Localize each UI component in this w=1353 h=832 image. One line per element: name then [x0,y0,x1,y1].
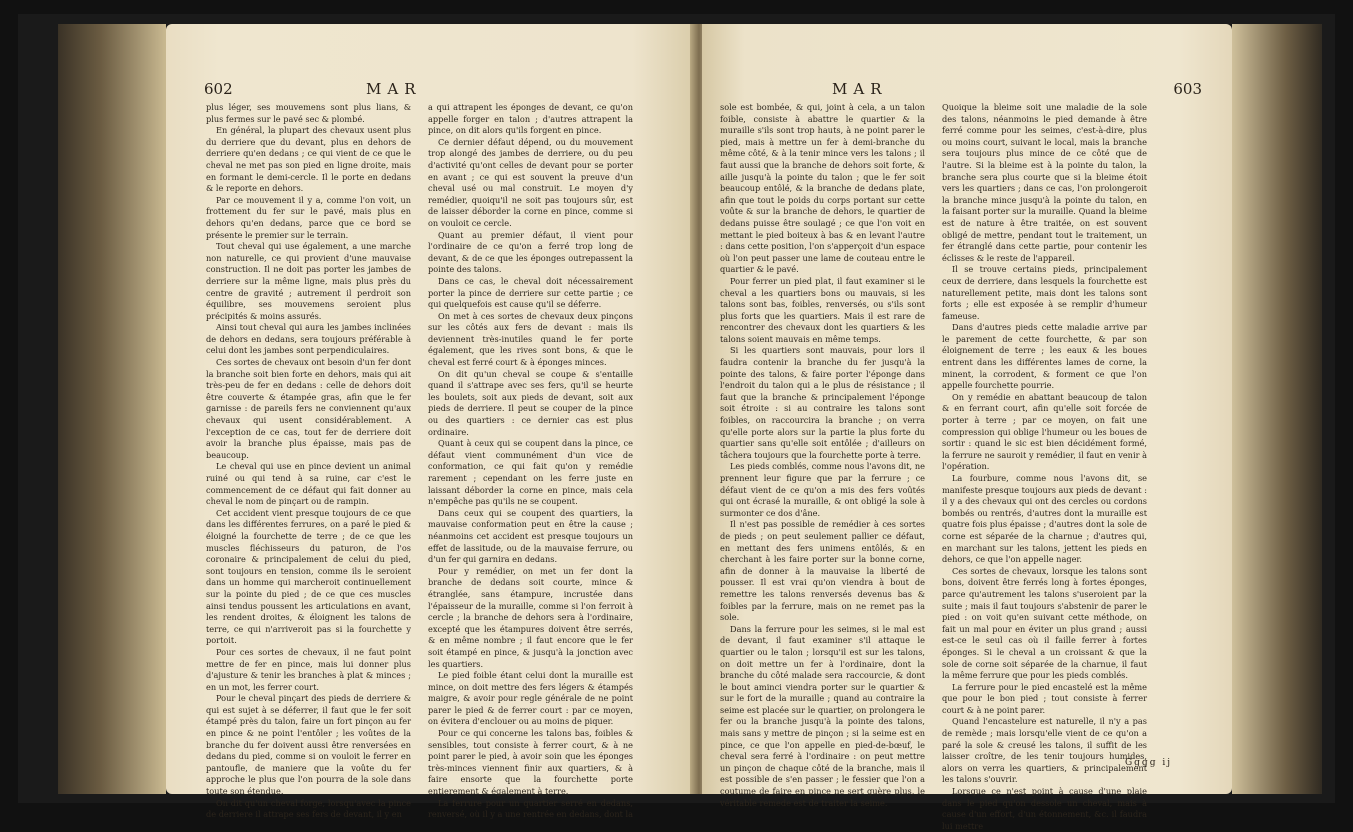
paragraph: Il n'est pas possible de remédier à ces sortes de pieds ; on peut seulement pallier ce défaut, en mettant des fers unimens entôlés, & en cherchant à les faire porter sur la bonne corne, afin de donner à la mauvaise la liberté de pousser. Il est vrai qu'on viendra à bout de remettre les talons renversés devenus bas & foibles par la ferrure, mais on ne remet pas la sole. [720,519,925,623]
paragraph: a qui attrapent les éponges de devant, ce qu'on appelle forger en talon ; d'autres attrapent la pince, on dit alors qu'ils forgent en pince. [428,102,633,136]
paragraph: On met à ces sortes de chevaux deux pinçons sur les côtés aux fers de devant : mais ils deviennent très-inutiles quand le fer porte également, que les rives sont bons, & que le cheval est ferré court & à éponges minces. [428,310,633,368]
paragraph: Quant au premier défaut, il vient pour l'ordinaire de ce qu'on a ferré trop long de devant, & de ce que les éponges outrepassent la pointe des talons. [428,229,633,275]
page-number-left: 602 [204,80,233,98]
running-head-right: MAR [832,80,888,98]
paragraph: Ce dernier défaut dépend, ou du mouvement trop alongé des jambes de derriere, ou du peu d'activité qu'ont celles de devant pour se porter en avant ; ce qui est souvent la preuve d'un cheval usé ou mal construit. Le moyen d'y remédier, quoiqu'il ne soit pas toujours sûr, est de laisser déborder la corne en pince, comme si on vouloit ce cercle. [428,136,633,228]
paragraph: Pour y remédier, on met un fer dont la branche de dedans soit courte, mince & étranglée, sans étampure, incrustée dans l'épaisseur de la muraille, comme si l'on ferroit à cercle ; la branche de dehors sera à l'ordinaire, excepté que les étampures doivent être serrés, & en même nombre ; il faut encore que le fer soit étampé en pince, & jusqu'à la jonction avec les quartiers. [428,565,633,669]
paragraph: Pour ferrer un pied plat, il faut examiner si le cheval a les quartiers bons ou mauvais, si les talons sont bas, foibles, renversés, ou s'ils sont plus forts que les quartiers. Mais il est rare de rencontrer des chevaux dont les quartiers & les talons soient mauvais en même temps. [720,275,925,344]
left-column-1 [206,102,411,820]
paragraph: Ainsi tout cheval qui aura les jambes inclinées de dehors en dedans, sera toujours préférable à celui dont les jambes sont perpendiculaires. [206,322,411,356]
paragraph: Cet accident vient presque toujours de ce que dans les différentes ferrures, on a paré le pied & éloigné la fourchette de terre ; de ce que les muscles fléchisseurs du paturon, de l'os coronaire & principalement de celui du pied, sont toujours en tension, comme ils le seroient dans un homme qui marcheroit continuellement sur la pointe du pied ; de ce que ces muscles ainsi tendus poussent les articulations en avant, les rendent droites, & éloignent les talons de terre, ce qui n'arriveroit pas si la fourchette y portoit. [206,507,411,646]
paragraph: Dans la ferrure pour les seimes, si le mal est de devant, il faut examiner s'il attaque le quartier ou le talon ; lorsqu'il est sur les talons, on doit mettre un fer à l'ordinaire, dont la branche du côté malade sera raccourcie, & dont le bout aminci viendra porter sur le quartier & sur le fort de la muraille ; quand au contraire la seime est placée sur le quartier, on prolongera le fer ou la branche jusqu'à la pointe des talons, mais sans y mettre de pinçon ; si la seime est en pince, ce que l'on appelle en pied-de-bœuf, le cheval sera ferré à l'ordinaire : on peut mettre un pinçon de chaque côté de la branche, mais il est possible de s'en passer ; le fessier que l'on a coutume de faire en pince ne sert guère plus, le véritable remede est de traiter la seime. [720,623,925,808]
paragraph: Pour ce qui concerne les talons bas, foibles & sensibles, tout consiste à ferrer court, & à ne point parer le pied, à avoir soin que les éponges très-minces viennent finir aux quartiers, & à faire ensorte que la fourchette porte entierement & également à terre. [428,728,633,797]
paragraph: On dit qu'un cheval forge, lorsqu'avec la pince de derriere il attrape ses fers de devant, il y en [206,797,411,820]
paragraph: Le cheval qui use en pince devient un animal ruiné ou qui tend à sa ruine, car c'est le commencement de ce défaut qui fait donner au cheval le nom de pinçart ou de rampin. [206,461,411,507]
paragraph: La ferrure pour un quartier serré en dedans, renversé, où il y a une rentrée en dedans, dont la [428,797,633,820]
paragraph: plus léger, ses mouvemens sont plus lians, & plus fermes sur le pavé sec & plombé. [206,102,411,124]
right-page-edges [1232,24,1322,794]
paragraph: Dans d'autres pieds cette maladie arrive par le parement de cette fourchette, & par son éloignement de terre ; les eaux & les boues entrent dans les différentes lames de corne, la minent, la corrodent, & forment ce que l'on appelle fourchette pourrie. [942,322,1147,391]
paragraph: Lorsque ce n'est point à cause d'une plaie dans le pied qu'on dessole un cheval, mais à cause d'un effort, d'un étonnement, &c. il faudra lui mettre [942,786,1147,831]
paragraph: On dit qu'un cheval se coupe & s'entaille quand il s'attrape avec ses fers, qu'il se heurte les boulets, soit aux pieds de devant, soit aux pieds de derriere. Il peut se couper de la pince ou des quartiers : ce dernier cas est plus ordinaire. [428,368,633,437]
right-column-2 [942,102,1147,831]
paragraph: Tout cheval qui use également, a une marche non naturelle, ce qui provient d'une mauvaise construction. Il ne doit pas porter les jambes de derriere sur la même ligne, mais plus près du centre de gravité ; autrement il perdroit son équilibre, ses mouvemens seroient plus précipités & moins assurés. [206,241,411,321]
signature-mark: Gggg ij [1124,758,1172,768]
paragraph: Quoique la bleime soit une maladie de la sole des talons, néanmoins le pied demande à être ferré comme pour les seimes, c'est-à-dire, plus ou moins court, suivant le local, mais la branche sera toujours plus mince de ce côté que de l'autre. Si la bleime est à la pointe du talon, la branche sera plus courte que si la bleime étoit vers les quartiers ; dans ce cas, l'on prolongeroit la branche mince jusqu'à la pointe du talon, en la faisant porter sur la muraille. Quand la bleime est de nature à être traitée, on est souvent obligé de mettre, pendant tout le traitement, un fer étranglé dans cette partie, pour contenir les éclisses & le reste de l'appareil. [942,102,1147,263]
paragraph: En général, la plupart des chevaux usent plus du derriere que du devant, plus en dehors de derriere qu'en dedans ; ce qui vient de ce que le cheval ne met pas son pied en ligne droite, mais en formant le demi-cercle. Il le porte en dedans & le reporte en dehors. [206,125,411,194]
running-head-left: MAR [366,80,422,98]
paragraph: Les pieds comblés, comme nous l'avons dit, ne prennent leur figure que par la ferrure ; ce défaut vient de ce qu'on a mis des fers voûtés qui ont écrasé la muraille, & ont obligé la sole à surmonter ce dos d'âne. [720,461,925,518]
paragraph: Pour ces sortes de chevaux, il ne faut point mettre de fer en pince, mais lui donner plus d'ajusture & tenir les branches à plat & minces ; en un mot, les ferrer court. [206,646,411,692]
paragraph: Ces sortes de chevaux, lorsque les talons sont bons, doivent être ferrés long à fortes éponges, parce qu'autrement les talons s'useroient par la suite ; mais il faut toujours s'abstenir de parer le pied : on voit qu'en suivant cette méthode, on fait un mal pour en éviter un plus grand ; aussi est-ce le seul cas où il faille ferrer à fortes éponges. Si le cheval a un croissant & que la sole de corne soit séparée de la charnue, il faut la même ferrure que pour les pieds comblés. [942,565,1147,681]
paragraph: Dans ce cas, le cheval doit nécessairement porter la pince de derriere sur cette partie ; ce qui quelquefois est cause qu'il se déferre. [428,275,633,310]
paragraph: Par ce mouvement il y a, comme l'on voit, un frottement du fer sur le pavé, mais plus en dehors qu'en dedans, parce que ce bord se présente le premier sur le terrain. [206,194,411,240]
left-page-edges [58,24,166,794]
paragraph: La fourbure, comme nous l'avons dit, se manifeste presque toujours aux pieds de devant : il y a des chevaux qui ont des cercles ou cordons bombés ou rentrés, d'autres dont la muraille est quatre fois plus épaisse ; d'autres dont la sole de corne est séparée de la charnue ; d'autres qui, en marchant sur les talons, jettent les pieds en dehors, ce que l'on appelle nager. [942,473,1147,565]
paragraph: Pour le cheval pinçart des pieds de derriere & qui est sujet à se déferrer, il faut que le fer soit étampé près du talon, faire un fort pinçon au fer en pince & ne point l'entôler ; les voûtes de la branche du fer doivent aussi être renversées en dedans du pied, comme si on vouloit le ferrer en pantoufle, de maniere que la voûte du fer approche le plus que l'on pourra de la sole dans toute son étendue. [206,693,411,797]
right-page [702,24,1232,831]
left-page [166,24,696,820]
paragraph: Il se trouve certains pieds, principalement ceux de derriere, dans lesquels la fourchette est naturellement petite, mais dont les talons sont forts ; elle est exposée à se remplir d'humeur fameuse. [942,264,1147,321]
paragraph: Le pied foible étant celui dont la muraille est mince, on doit mettre des fers légers & étampés maigre, & avoir pour regle générale de ne point parer le pied & de ferrer court : par ce moyen, on évitera d'enclouer ou au moins de piquer. [428,670,633,727]
paragraph: Quand l'encastelure est naturelle, il n'y a pas de remède ; mais lorsqu'elle vient de ce qu'on a paré la sole & creusé les talons, il suffit de les laisser croître, de les tenir toujours humides, alors on verra les quartiers, & principalement les talons s'ouvrir. [942,716,1147,785]
paragraph: La ferrure pour le pied encastelé est la même que pour le bon pied ; tout consiste à ferrer court & à ne point parer. [942,681,1147,715]
left-column-2 [428,102,633,820]
paragraph: sole est bombée, & qui, joint à cela, a un talon foible, consiste à abattre le quartier & la muraille s'ils sont trop hauts, à ne point parer le pied, mais à mettre un fer à demi-branche du même côté, & à la tenir mince vers les talons ; il faut aussi que la branche de dehors soit forte, & aille jusqu'à la pointe du talon ; que le fer soit beaucoup entôlé, & la branche de dedans plate, afin que tout le poids du corps portant sur cette voûte & sur la branche de dehors, le quartier de dedans puisse être soulagé ; ce que l'on voit en mettant le pied boiteux à bas & en levant l'autre : dans cette position, l'on s'apperçoit d'un espace où l'on peut passer une lame de couteau entre le quartier & le pavé. [720,102,925,275]
paragraph: Ces sortes de chevaux ont besoin d'un fer dont la branche soit bien forte en dehors, mais qui ait très-peu de fer en dedans : celle de dehors doit être couverte & étampée gras, afin que le fer garnisse : de pareils fers ne conviennent qu'aux chevaux qui usent considérablement. A l'exception de ce cas, tout fer de derriere doit avoir la branche plus épaisse, mais pas de beaucoup. [206,357,411,460]
book-spread [18,14,1335,831]
paragraph: On y remédie en abattant beaucoup de talon & en ferrant court, afin qu'elle soit forcée de porter à terre ; par ce moyen, on fait une compression qui oblige l'humeur ou les boues de sortir : quand le sic est bien décidément formé, la ferrure ne sauroit y remédier, il faut en venir à l'opération. [942,391,1147,472]
right-column-1 [720,102,925,808]
paragraph: Si les quartiers sont mauvais, pour lors il faudra contenir la branche du fer jusqu'à la pointe des talons, & faire porter l'éponge dans l'endroit du talon qui a le plus de résistance ; il faut que la branche & principalement l'éponge soit étroite : si au contraire les talons sont foibles, on raccourcira la branche ; on verra qu'elle porte alors sur la partie la plus forte du quartier sans qu'elle soit entôlée ; d'ailleurs on tâchera toujours que la fourchette porte à terre. [720,345,925,460]
paragraph: Quant à ceux qui se coupent dans la pince, ce défaut vient communément d'un vice de conformation, ce qui fait qu'on y remédie rarement ; cependant on les ferre juste en laissant déborder la corne en pince, mais cela n'empêche pas qu'ils ne se coupent. [428,438,633,507]
paragraph: Dans ceux qui se coupent des quartiers, la mauvaise conformation peut en être la cause ; néanmoins cet accident est presque toujours un effet de lassitude, ou de la mauvaise ferrure, ou d'un fer qui garnira en dedans. [428,507,633,565]
page-number-right: 603 [1173,80,1202,98]
